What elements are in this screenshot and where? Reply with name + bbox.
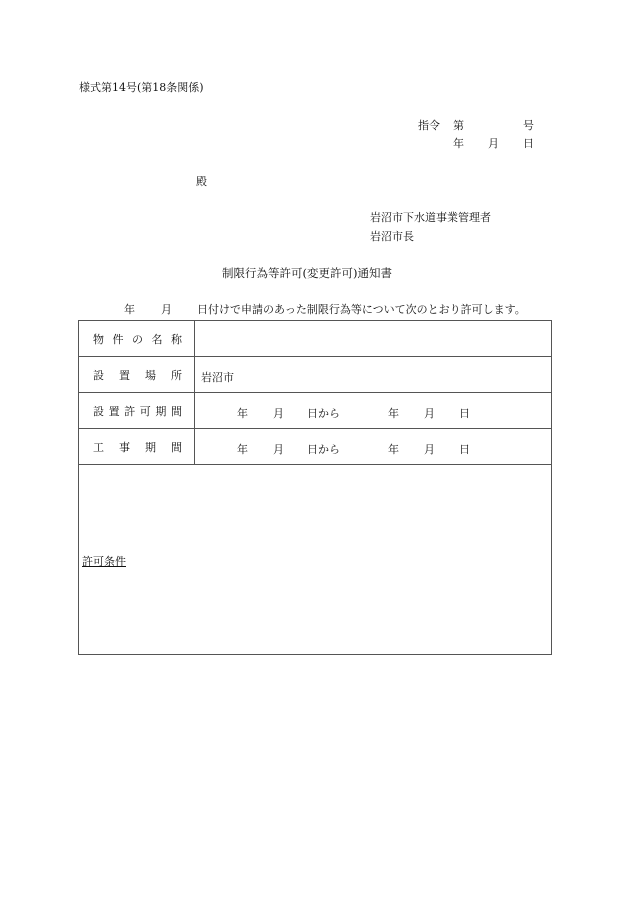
table-row (79, 357, 552, 393)
issuer-line-2: 岩沼市長 (370, 230, 414, 243)
order-label: 指令 (418, 119, 440, 132)
conditions-label: 許可条件 (82, 555, 126, 568)
row-value-construction-period[interactable]: 年 月 日から 年 月 日 (195, 429, 552, 465)
date-day: 日 (523, 137, 534, 150)
table-row (79, 393, 552, 429)
row-label-name: 物 件 の 名 称 (79, 321, 195, 357)
intro-text: 日付けで申請のあった制限行為等について次のとおり許可します。 (197, 303, 526, 316)
intro-year: 年 (124, 303, 135, 316)
row-value-location[interactable]: 岩沼市 (195, 357, 552, 393)
date-month: 月 (488, 137, 499, 150)
row-label-location: 設 置 場 所 (79, 357, 195, 393)
table-row (79, 321, 552, 357)
document-title: 制限行為等許可(変更許可)通知書 (222, 266, 392, 280)
row-label-permit-period: 設 置 許 可 期 間 (79, 393, 195, 429)
row-value-permit-period[interactable]: 年 月 日から 年 月 日 (195, 393, 552, 429)
addressee-suffix: 殿 (196, 175, 207, 188)
conditions-row (79, 465, 552, 655)
table-row (79, 429, 552, 465)
order-go: 号 (523, 119, 534, 132)
intro-month: 月 (161, 303, 172, 316)
form-number: 様式第14号(第18条関係) (79, 81, 204, 94)
issuer-line-1: 岩沼市下水道事業管理者 (370, 211, 491, 224)
date-year: 年 (453, 137, 464, 150)
row-value-name[interactable] (195, 321, 552, 357)
permit-table (78, 320, 552, 655)
conditions-cell[interactable] (79, 465, 552, 655)
row-label-construction-period: 工 事 期 間 (79, 429, 195, 465)
order-dai: 第 (453, 119, 464, 132)
